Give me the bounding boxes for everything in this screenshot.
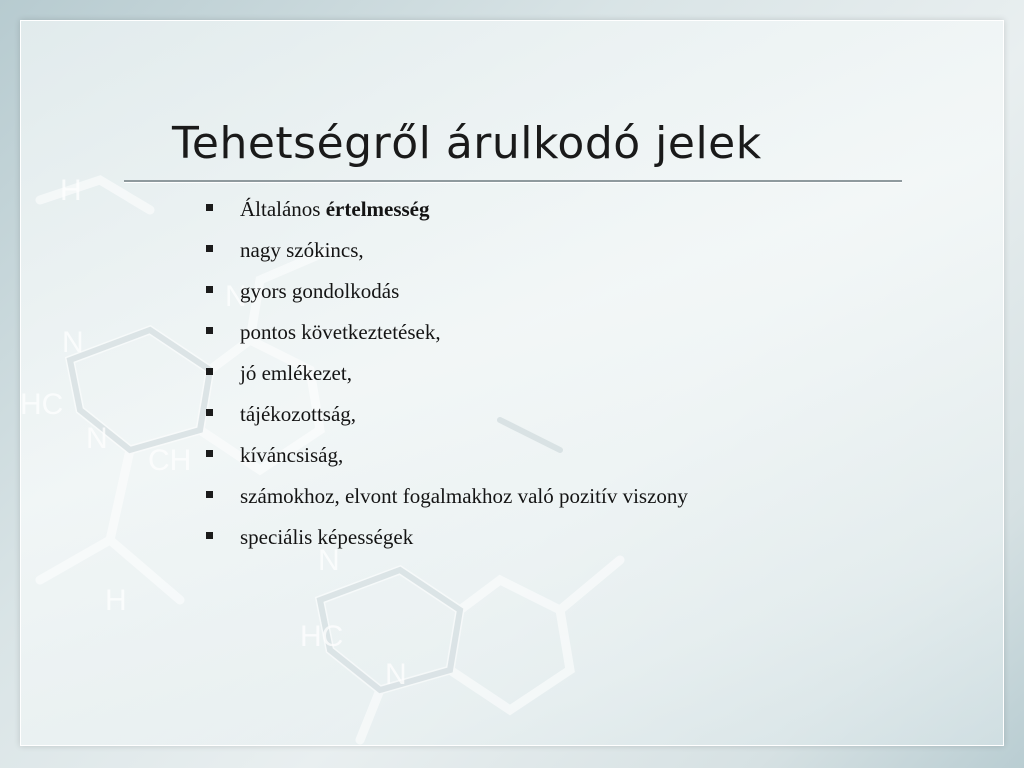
bg-label-h-2: H xyxy=(60,174,82,207)
bullet-text: számokhoz, elvont fogalmakhoz való pozitív viszony xyxy=(240,484,688,508)
bullet-text: pontos következtetések, xyxy=(240,320,441,344)
square-bullet-icon xyxy=(206,245,213,252)
square-bullet-icon xyxy=(206,204,213,211)
bullet-text: kíváncsiság, xyxy=(240,443,344,467)
bg-label-n-4: N xyxy=(318,544,340,577)
slide-title: Tehetségről árulkodó jelek xyxy=(172,118,762,169)
square-bullet-icon xyxy=(206,286,213,293)
bg-label-n-2: N xyxy=(86,422,108,455)
bullet-text: nagy szókincs, xyxy=(240,238,364,262)
list-item xyxy=(202,313,962,354)
bullet-text: jó emlékezet, xyxy=(240,361,352,385)
list-item xyxy=(202,231,962,272)
list-item xyxy=(202,272,962,313)
list-item xyxy=(202,436,962,477)
bullet-text: Általános értelmesség xyxy=(240,197,430,221)
bullet-text: tájékozottság, xyxy=(240,402,357,426)
list-item xyxy=(202,354,962,395)
list-item xyxy=(202,477,962,518)
list-item xyxy=(202,190,962,231)
bg-label-n-5: N xyxy=(385,658,407,691)
bg-label-ch-1: CH xyxy=(148,444,192,477)
list-item xyxy=(202,518,962,559)
bg-label-n-3: N xyxy=(225,280,247,313)
square-bullet-icon xyxy=(206,368,213,375)
square-bullet-icon xyxy=(206,532,213,539)
bullet-text: gyors gondolkodás xyxy=(240,279,400,303)
square-bullet-icon xyxy=(206,327,213,334)
title-underline xyxy=(124,180,902,183)
bold-term: értelmesség xyxy=(325,197,430,221)
square-bullet-icon xyxy=(206,409,213,416)
list-item xyxy=(202,395,962,436)
bg-label-h-1: H xyxy=(105,584,127,617)
bullet-list xyxy=(202,190,962,559)
bg-label-hc-1: HC xyxy=(20,388,64,421)
bg-label-n-1: N xyxy=(62,326,84,359)
bullet-text: speciális képességek xyxy=(240,525,414,549)
square-bullet-icon xyxy=(206,491,213,498)
bg-label-hc-2: HC xyxy=(300,620,344,653)
square-bullet-icon xyxy=(206,450,213,457)
